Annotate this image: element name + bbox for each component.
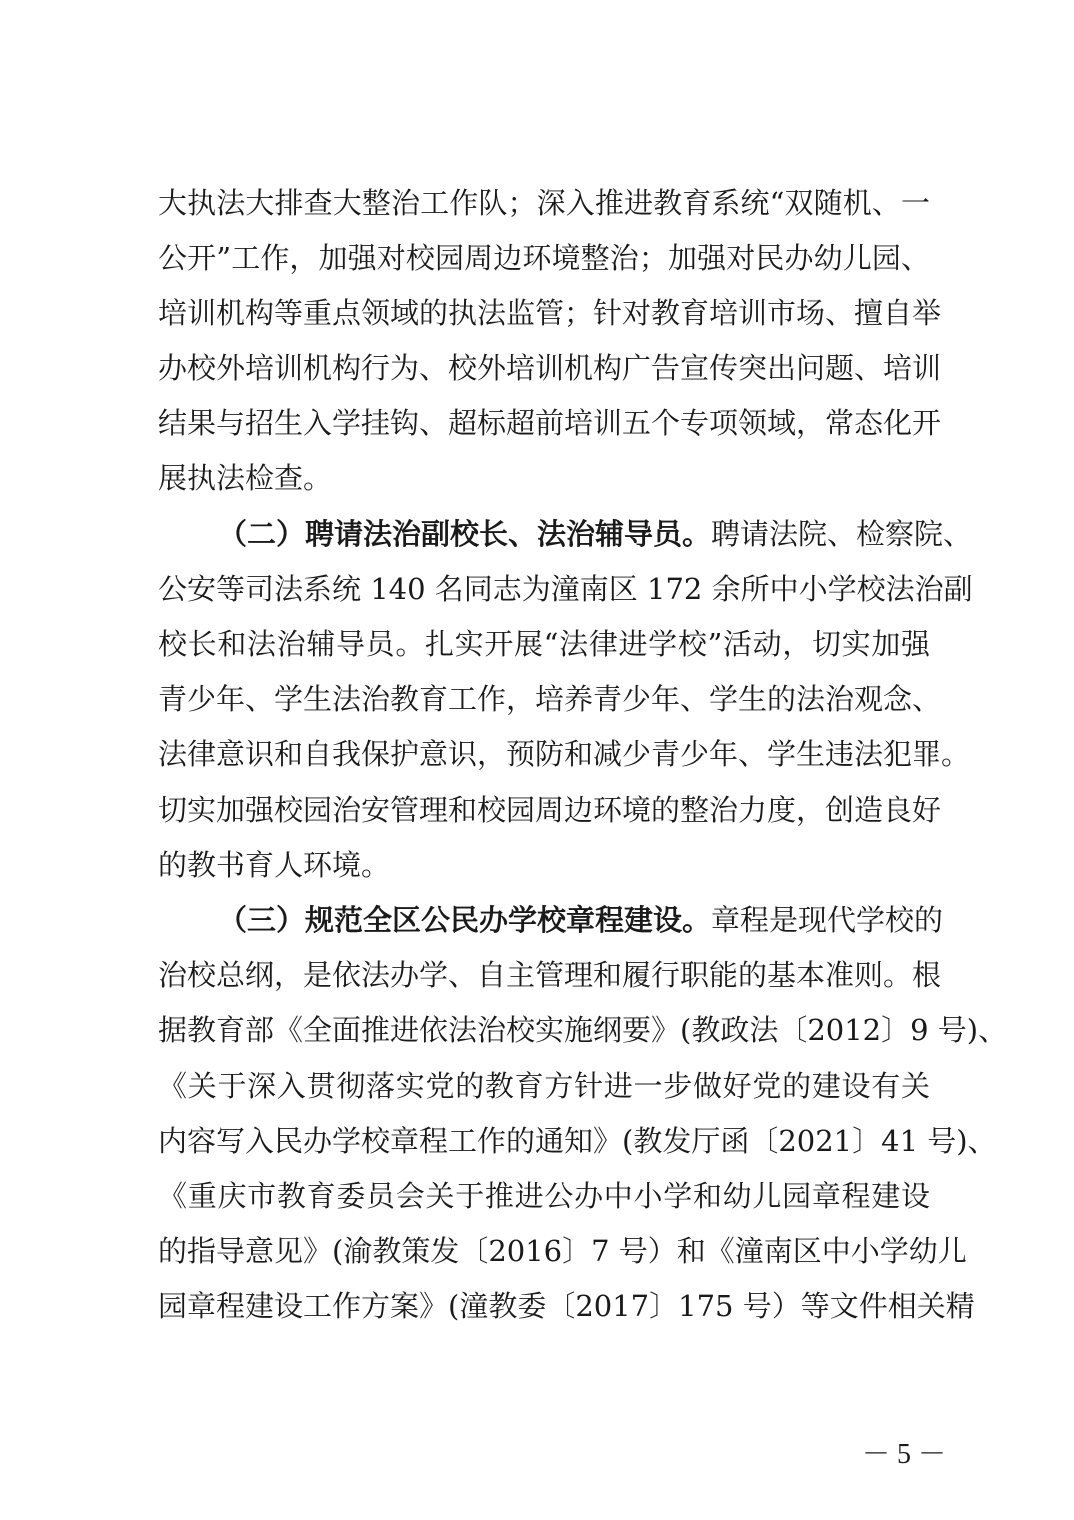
paragraph-1-line-4: 办校外培训机构行为、校外培训机构广告宣传突出问题、培训 — [158, 351, 942, 385]
paragraph-3-line-2: 治校总纲，是依法办学、自主管理和履行职能的基本准则。根 — [158, 958, 942, 992]
paragraph-2-line-4: 青少年、学生法治教育工作，培养青少年、学生的法治观念、 — [158, 682, 942, 716]
paragraph-3-line-7: 的指导意见》(渝教策发〔2016〕7 号）和《潼南区中小学幼儿 — [158, 1234, 967, 1268]
paragraph-1-line-1: 大执法大排查大整治工作队；深入推进教育系统“双随机、一 — [158, 186, 930, 220]
paragraph-1-line-2: 公开”工作，加强对校园周边环境整治；加强对民办幼儿园、 — [158, 241, 930, 275]
section-heading-2: （二）聘请法治副校长、法治辅导员。 — [218, 517, 712, 551]
paragraph-2-line-5: 法律意识和自我保护意识，预防和减少青少年、学生违法犯罪。 — [158, 737, 971, 771]
paragraph-2-line-7: 的教书育人环境。 — [158, 848, 391, 882]
paragraph-1-line-3: 培训机构等重点领域的执法监管；针对教育培训市场、擅自举 — [158, 296, 942, 330]
paragraph-1-line-6: 展执法检查。 — [158, 461, 333, 495]
page-number: － 5 － — [862, 1439, 947, 1470]
paragraph-3-line-3: 据教育部《全面推进依法治校实施纲要》(教政法〔2012〕9 号)、 — [158, 1013, 1008, 1047]
paragraph-3-first-line — [218, 900, 944, 940]
paragraph-2-line-3: 校长和法治辅导员。扎实开展“法律进学校”活动，切实加强 — [158, 627, 930, 661]
paragraph-3-line-4: 《关于深入贯彻落实党的教育方针进一步做好党的建设有关 — [158, 1069, 930, 1103]
paragraph-2-line-6: 切实加强校园治安管理和校园周边环境的整治力度，创造良好 — [158, 793, 942, 827]
paragraph-3-line-5: 内容写入民办学校章程工作的通知》(教发厅函〔2021〕41 号)、 — [158, 1124, 997, 1158]
paragraph-3-line-6: 《重庆市教育委员会关于推进公办中小学和幼儿园章程建设 — [158, 1179, 930, 1213]
paragraph-3-line-8: 园章程建设工作方案》(潼教委〔2017〕175 号）等文件相关精 — [158, 1289, 975, 1323]
paragraph-2-first-line-text: 聘请法院、检察院、 — [711, 517, 973, 551]
section-heading-3: （三）规范全区公民办学校章程建设。 — [218, 903, 712, 937]
paragraph-2-first-line — [218, 514, 973, 554]
paragraph-1-line-5: 结果与招生入学挂钩、超标超前培训五个专项领域，常态化开 — [158, 406, 942, 440]
paragraph-3-first-line-text: 章程是现代学校的 — [711, 903, 944, 937]
paragraph-2-line-2: 公安等司法系统 140 名同志为潼南区 172 余所中小学校法治副 — [158, 572, 973, 606]
